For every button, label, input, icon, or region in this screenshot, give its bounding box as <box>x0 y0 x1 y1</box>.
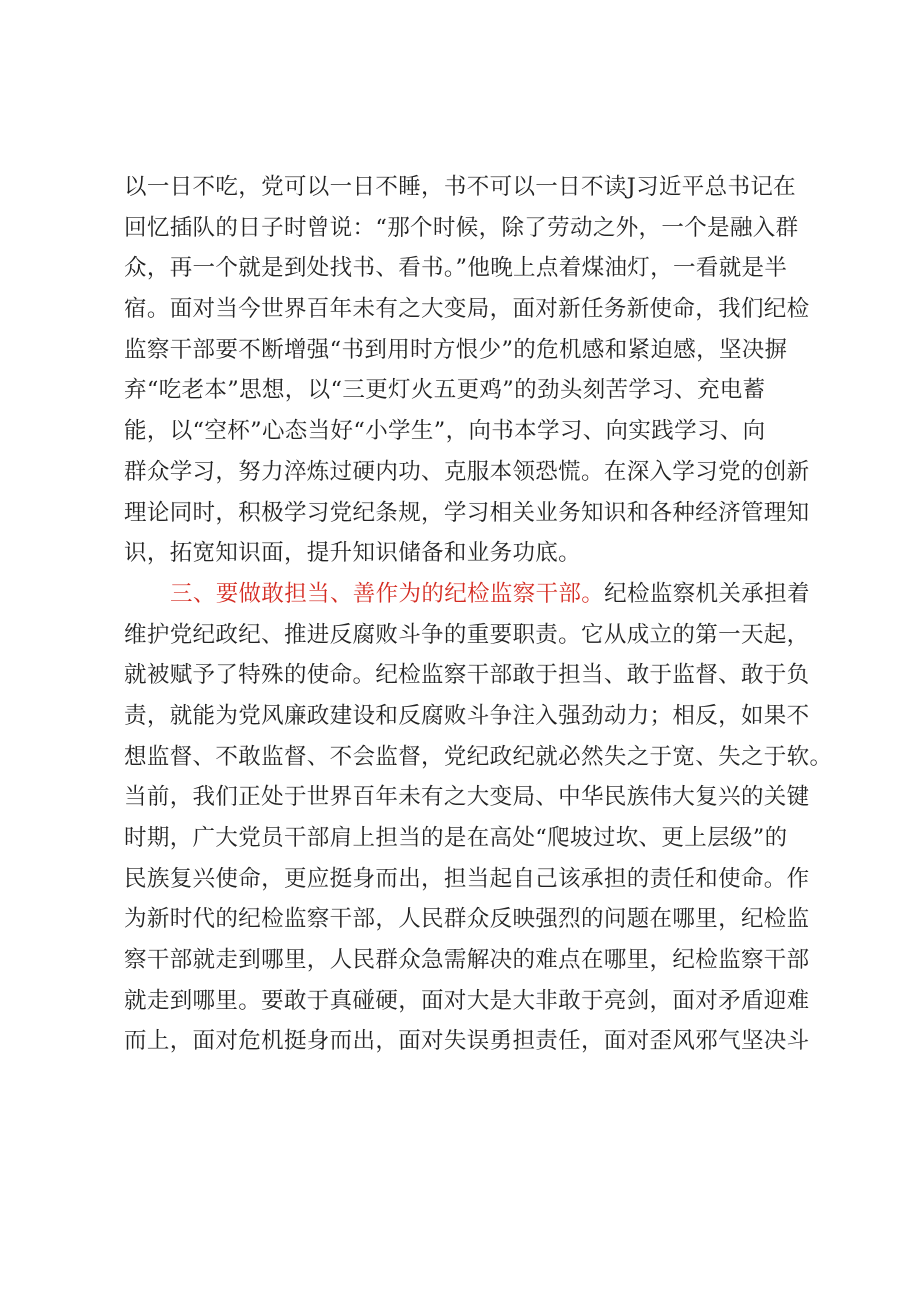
text-line: 民族复兴使命，更应挺身而出，担当起自己该承担的责任和使命。作 <box>124 865 810 892</box>
text-line: 就被赋予了特殊的使命。纪检监察干部敢于担当、敢于监督、敢于负 <box>124 662 810 689</box>
text-line: 以一日不吃，党可以一日不睡，书不可以一日不读J习近平总书记在 <box>124 174 797 200</box>
text-line: 宿。面对当今世界百年未有之大变局，面对新任务新使命，我们纪检 <box>124 296 810 323</box>
section-3-first-line-text: 纪检监察机关承担着 <box>604 580 810 607</box>
text-line: 识，拓宽知识面，提升知识储备和业务功底。 <box>124 540 582 567</box>
body-text <box>124 167 833 1062</box>
text-line: 监察干部要不断增强“书到用时方恨少”的危机感和紧迫感，坚决摒 <box>124 336 788 363</box>
text-line: 责，就能为党风廉政建设和反腐败斗争注入强劲动力；相反，如果不 <box>124 702 810 729</box>
text-line: 理论同时，积极学习党纪条规，学习相关业务知识和各种经济管理知 <box>124 499 810 526</box>
text-line: 弃“吃老本”思想，以“三更灯火五更鸡”的劲头刻苦学习、充电蓄 <box>124 377 766 404</box>
text-line: 回忆插队的日子时曾说：“那个时候，除了劳动之外，一个是融入群 <box>124 214 799 241</box>
text-line: 能，以“空杯”心态当好“小学生”，向书本学习、向实践学习、向 <box>124 418 766 445</box>
text-line: 当前，我们正处于世界百年未有之大变局、中华民族伟大复兴的关键 <box>124 784 810 811</box>
text-line: 想监督、不敢监督、不会监督，党纪政纪就必然失之于宽、失之于软。 <box>124 743 833 770</box>
text-line: 维护党纪政纪、推进反腐败斗争的重要职责。它从成立的第一天起， <box>124 621 810 648</box>
text-line: 群众学习，努力淬炼过硬内功、克服本领恐慌。在深入学习党的创新 <box>124 458 810 485</box>
text-line: 众，再一个就是到处找书、看书。”他晚上点着煤油灯，一看就是半 <box>124 255 788 282</box>
text-line: 时期，广大党员干部肩上担当的是在高处“爬坡过坎、更上层级”的 <box>124 825 788 851</box>
text-line: 而上，面对危机挺身而出，面对失误勇担责任，面对歪风邪气坚决斗 <box>124 1028 810 1055</box>
section-3-heading: 三、要做敢担当、善作为的纪检监察干部。 <box>170 580 605 607</box>
section-3-first-line <box>124 574 824 615</box>
text-line: 就走到哪里。要敢于真碰硬，面对大是大非敢于亮剑，面对矛盾迎难 <box>124 987 810 1014</box>
text-line: 察干部就走到哪里，人民群众急需解决的难点在哪里，纪检监察干部 <box>124 947 810 974</box>
text-line: 为新时代的纪检监察干部，人民群众反映强烈的问题在哪里，纪检监 <box>124 906 810 933</box>
